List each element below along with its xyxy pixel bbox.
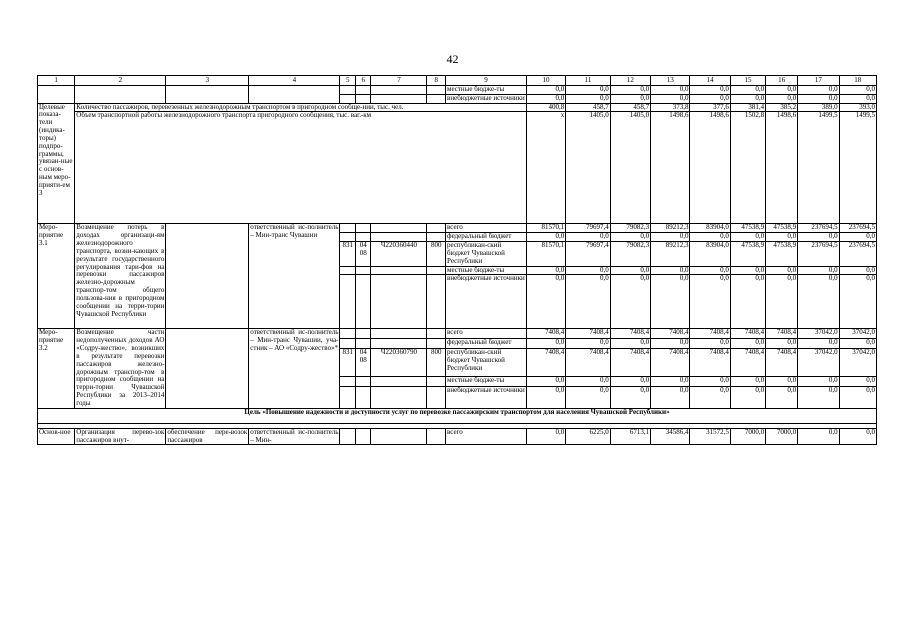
value-cell: х (526, 112, 565, 224)
value-cell: 0,0 (566, 233, 611, 242)
page-number: 42 (446, 52, 459, 66)
value-cell: 7408,4 (766, 349, 798, 377)
column-number: 9 (446, 76, 527, 86)
value-cell: 0,0 (766, 233, 798, 242)
value-cell: 7408,4 (651, 329, 690, 339)
value-cell: 0,0 (766, 266, 798, 275)
value-cell: 0,0 (839, 376, 876, 386)
value-cell: 7000,0 (766, 428, 798, 445)
table-row (38, 329, 877, 339)
value-cell: 0,0 (651, 266, 690, 275)
column-number: 2 (75, 76, 166, 86)
value-cell: 0,0 (766, 376, 798, 386)
value-cell: 0,0 (730, 339, 765, 349)
value-cell: 0,0 (690, 86, 730, 95)
funding-source: внебюджетные источники (446, 275, 527, 329)
value-cell: 83904,0 (690, 242, 730, 266)
value-cell: 7408,4 (766, 329, 798, 339)
value-cell: 377,6 (690, 103, 730, 112)
value-cell: 7408,4 (566, 329, 611, 339)
value-cell: 0,0 (610, 233, 650, 242)
funding-source: федеральный бюджет (446, 233, 527, 242)
measure-description: Организация перево-зок пассажиров внут- (76, 428, 165, 444)
value-cell: 0,0 (566, 386, 611, 408)
value-cell: 0,0 (651, 376, 690, 386)
column-number: 17 (798, 76, 839, 86)
value-cell: 0,0 (526, 386, 565, 408)
value-cell: 7408,4 (651, 349, 690, 377)
column-number: 3 (166, 76, 249, 86)
funding-source: всего (446, 224, 527, 233)
value-cell: 381,4 (730, 103, 765, 112)
value-cell: 7408,4 (690, 329, 730, 339)
value-cell: 0,0 (730, 233, 765, 242)
value-cell: 79697,4 (566, 242, 611, 266)
column-number: 18 (839, 76, 876, 86)
indicator-row (38, 112, 877, 224)
grbs-code: 831 (340, 242, 356, 266)
value-cell: 0,0 (839, 94, 876, 103)
value-cell: 0,0 (798, 386, 839, 408)
value-cell: 0,0 (610, 266, 650, 275)
column-number-row (38, 76, 877, 86)
value-cell: 37042,0 (798, 329, 839, 339)
grbs-code: 831 (340, 349, 356, 377)
program-table (37, 75, 877, 445)
value-cell: 1498,6 (690, 112, 730, 224)
value-cell: 0,0 (651, 386, 690, 408)
funding-source: всего (446, 329, 527, 339)
measure-executor: ответственный ис-полнитель – Мин- (250, 428, 339, 444)
value-cell: 0,0 (566, 266, 611, 275)
value-cell: 0,0 (766, 94, 798, 103)
value-cell: 47538,9 (766, 242, 798, 266)
funding-source: всего (446, 428, 527, 445)
csr-code: Ч220360440 (371, 242, 427, 266)
column-number: 14 (690, 76, 730, 86)
measure-label: Меро-приятие 3.2 (38, 329, 75, 408)
column-number: 8 (427, 76, 446, 86)
value-cell: 0,0 (730, 86, 765, 95)
value-cell: 7408,4 (610, 329, 650, 339)
value-cell: 83904,0 (690, 224, 730, 233)
value-cell: 47538,9 (766, 224, 798, 233)
vr-code: 800 (427, 349, 446, 377)
column-number: 4 (249, 76, 340, 86)
measure-description: Возмещение потерь в доходах организаци-ям железнодорожного транспорта, возни-кающих в результате государственного регулирования тари-фов на перевозки пассажиров железно-дорожным транспор-том общего пользова-ния в пригородном сообщении на терри-тории Чувашской Республики (75, 224, 166, 329)
value-cell: 0,0 (690, 266, 730, 275)
measure-description: Возмещение части недополученных доходов АО «Содру-жество», возникших в результате перевозки пассажиров железно-дорожным транспор-том в пригородном сообщении на терри-тории Чувашской Республики за 2013–2014 годы (76, 328, 165, 407)
value-cell: 37042,0 (839, 349, 876, 377)
value-cell: 0,0 (610, 275, 650, 329)
value-cell: 0,0 (690, 339, 730, 349)
value-cell: 389,0 (798, 103, 839, 112)
value-cell: 7408,4 (566, 349, 611, 377)
value-cell: 7408,4 (730, 329, 765, 339)
value-cell: 0,0 (610, 86, 650, 95)
value-cell: 0,0 (651, 94, 690, 103)
measure-executor: ответственный ис-полнитель – Мин-транс Чувашии (249, 224, 340, 329)
value-cell: 0,0 (730, 386, 765, 408)
value-cell: 0,0 (610, 376, 650, 386)
value-cell: 0,0 (610, 94, 650, 103)
targets-label: Целевые показа-тели (индика-торы) подпро-граммы, увязан-ные с основ-ным меро-прияти-ем 3 (38, 103, 75, 224)
funding-source: республикан-ский бюджет Чувашской Республики (446, 349, 527, 377)
value-cell: 373,8 (651, 103, 690, 112)
column-number: 16 (766, 76, 798, 86)
value-cell: 458,7 (610, 103, 650, 112)
value-cell: 0,0 (766, 386, 798, 408)
value-cell: 89212,3 (651, 224, 690, 233)
value-cell: 0,0 (526, 86, 565, 95)
value-cell: 0,0 (566, 339, 611, 349)
value-cell: 0,0 (730, 275, 765, 329)
value-cell: 79082,3 (610, 224, 650, 233)
csr-code: Ч220360790 (371, 349, 427, 377)
value-cell: 0,0 (526, 428, 565, 445)
value-cell: 89212,3 (651, 242, 690, 266)
value-cell: 0,0 (798, 94, 839, 103)
value-cell: 0,0 (839, 86, 876, 95)
value-cell: 0,0 (798, 428, 839, 445)
value-cell: 0,0 (798, 339, 839, 349)
value-cell: 0,0 (839, 386, 876, 408)
funding-source: местные бюдже-ты (446, 86, 527, 95)
column-number: 1 (38, 76, 75, 86)
value-cell: 0,0 (526, 275, 565, 329)
value-cell: 1405,0 (610, 112, 650, 224)
value-cell: 7408,4 (526, 349, 565, 377)
value-cell: 0,0 (798, 275, 839, 329)
value-cell: 0,0 (839, 233, 876, 242)
funding-source: внебюджетные источники (447, 94, 525, 102)
column-number: 15 (730, 76, 765, 86)
value-cell: 400,8 (526, 103, 565, 112)
value-cell: 47538,9 (730, 224, 765, 233)
value-cell: 0,0 (690, 233, 730, 242)
value-cell: 7408,4 (690, 349, 730, 377)
measure-result: обеспечение пере-возок пассажиров (167, 428, 248, 444)
value-cell: 237694,5 (839, 242, 876, 266)
value-cell: 385,2 (766, 103, 798, 112)
funding-source: местные бюдже-ты (446, 376, 527, 386)
column-number: 12 (610, 76, 650, 86)
column-number: 6 (355, 76, 371, 86)
measure-label: Основ-ное (38, 428, 75, 445)
indicator-row (38, 103, 877, 112)
funding-source: местные бюдже-ты (446, 266, 527, 275)
vr-code: 800 (427, 242, 446, 266)
value-cell: 1498,6 (651, 112, 690, 224)
value-cell: 0,0 (566, 376, 611, 386)
value-cell: 7408,4 (610, 349, 650, 377)
value-cell: 0,0 (766, 275, 798, 329)
measure-label: Меро-приятие 3.1 (38, 224, 75, 329)
table-row (38, 86, 877, 95)
value-cell: 0,0 (766, 339, 798, 349)
table-row (38, 428, 877, 445)
value-cell: 0,0 (730, 94, 765, 103)
value-cell: 0,0 (610, 339, 650, 349)
value-cell: 1499,5 (839, 112, 876, 224)
value-cell: 0,0 (690, 94, 730, 103)
funding-source: республикан-ский бюджет Чувашской Республики (446, 242, 527, 266)
value-cell: 7408,4 (526, 329, 565, 339)
value-cell: 0,0 (526, 233, 565, 242)
goal-row (38, 408, 877, 423)
value-cell: 0,0 (798, 86, 839, 95)
indicator-text: Количество пассажиров, перевезенных железнодорожным транспортом в пригородном сообще-нии, тыс. чел. (75, 103, 527, 112)
funding-source: федеральный бюджет (446, 339, 527, 349)
value-cell: 393,0 (839, 103, 876, 112)
column-number: 5 (340, 76, 356, 86)
value-cell: 1498,6 (766, 112, 798, 224)
value-cell: 34586,4 (651, 428, 690, 445)
value-cell: 237694,5 (798, 242, 839, 266)
value-cell: 237694,5 (839, 224, 876, 233)
value-cell: 7408,4 (730, 349, 765, 377)
value-cell: 0,0 (526, 266, 565, 275)
funding-source: внебюджетные источники (446, 386, 527, 408)
rzpr-code: 04 08 (355, 349, 371, 377)
column-number: 7 (371, 76, 427, 86)
table-row (38, 224, 877, 233)
value-cell: 0,0 (526, 339, 565, 349)
value-cell: 6713,1 (610, 428, 650, 445)
value-cell: 81570,1 (526, 242, 565, 266)
value-cell: 0,0 (526, 376, 565, 386)
column-number: 11 (566, 76, 611, 86)
value-cell: 1502,8 (730, 112, 765, 224)
value-cell: 31572,5 (690, 428, 730, 445)
value-cell: 0,0 (798, 266, 839, 275)
value-cell: 0,0 (566, 275, 611, 329)
value-cell: 237694,5 (798, 224, 839, 233)
value-cell: 0,0 (690, 275, 730, 329)
value-cell: 37042,0 (839, 329, 876, 339)
value-cell: 6225,0 (566, 428, 611, 445)
value-cell: 79697,4 (566, 224, 611, 233)
value-cell: 0,0 (730, 376, 765, 386)
value-cell: 79082,3 (610, 242, 650, 266)
value-cell: 0,0 (839, 266, 876, 275)
value-cell: 0,0 (839, 428, 876, 445)
column-number: 13 (651, 76, 690, 86)
value-cell: 0,0 (651, 339, 690, 349)
goal-heading: Цель «Повышение надежности и доступности услуг по перевозке пассажирским транспортом для населения Чувашской Республики» (38, 408, 877, 423)
value-cell: 458,7 (566, 103, 611, 112)
value-cell: 0,0 (690, 376, 730, 386)
value-cell: 1499,5 (798, 112, 839, 224)
value-cell: 81570,1 (526, 224, 565, 233)
value-cell: 0,0 (798, 233, 839, 242)
value-cell: 0,0 (651, 233, 690, 242)
value-cell: 0,0 (566, 94, 611, 103)
value-cell: 47538,9 (730, 242, 765, 266)
value-cell: 0,0 (526, 94, 565, 103)
value-cell: 7000,0 (730, 428, 765, 445)
value-cell: 0,0 (798, 376, 839, 386)
value-cell: 0,0 (839, 339, 876, 349)
value-cell: 0,0 (690, 386, 730, 408)
value-cell: 0,0 (730, 266, 765, 275)
value-cell: 0,0 (839, 275, 876, 329)
value-cell: 0,0 (651, 86, 690, 95)
value-cell: 37042,0 (798, 349, 839, 377)
value-cell: 0,0 (566, 86, 611, 95)
value-cell: 0,0 (766, 86, 798, 95)
rzpr-code: 04 08 (355, 242, 371, 266)
indicator-text: Объем транспортной работы железнодорожного транспорта пригородного сообщения, тыс. ваг.-км (75, 112, 527, 224)
table-row (38, 94, 877, 103)
column-number: 10 (526, 76, 565, 86)
measure-executor: ответственный ис-полнитель – Мин-транс Чувашии, уча-стник – АО «Содру-жество»* (249, 329, 340, 408)
value-cell: 1405,0 (566, 112, 611, 224)
value-cell: 0,0 (651, 275, 690, 329)
value-cell: 0,0 (610, 386, 650, 408)
